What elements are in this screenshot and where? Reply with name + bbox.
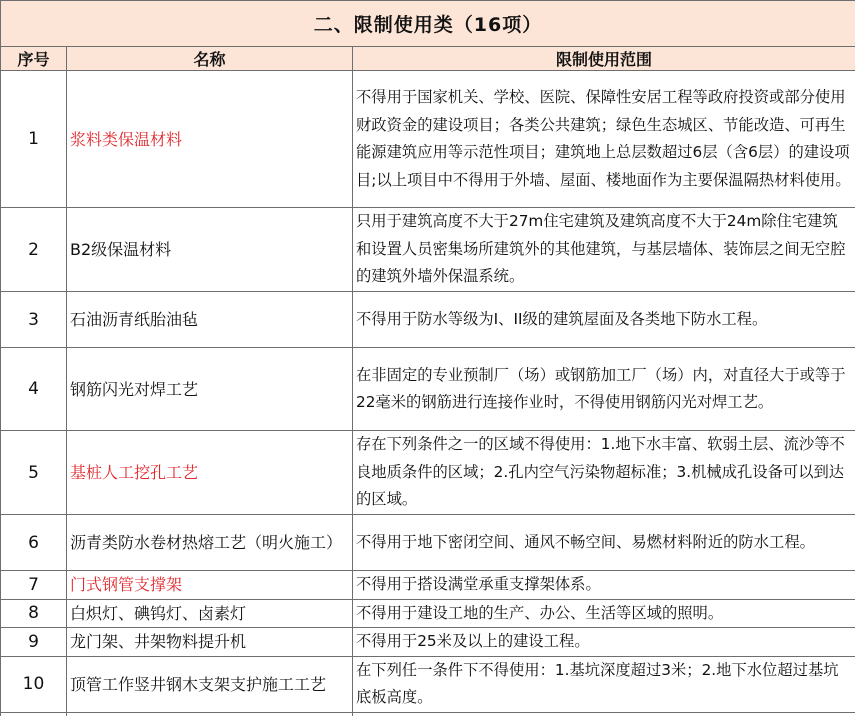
item-name: 白炽灯、碘钨灯、卤素灯 <box>67 599 353 628</box>
item-scope: 不得用于搭设满堂承重支撑架体系。 <box>353 571 855 600</box>
row-number: 1 <box>1 71 67 208</box>
table-row <box>1 348 855 431</box>
row-number: 5 <box>1 431 67 515</box>
row-number: 2 <box>1 208 67 292</box>
item-name: 浆料类保温材料 <box>67 71 353 208</box>
row-number: 7 <box>1 571 67 600</box>
row-number: 8 <box>1 599 67 628</box>
item-scope: 在下列任一条件下不得使用：1.基坑深度超过3米；2.地下水位超过基坑底板高度。 <box>353 656 855 712</box>
col-header-no: 序号 <box>1 47 67 71</box>
item-name: 钢筋闪光对焊工艺 <box>67 348 353 431</box>
table-row-partial <box>1 712 855 716</box>
row-number <box>1 712 67 716</box>
row-number: 3 <box>1 292 67 348</box>
item-scope: 不得用于建设工地的生产、办公、生活等区域的照明。 <box>353 599 855 628</box>
table-row <box>1 628 855 657</box>
row-number: 6 <box>1 515 67 571</box>
item-scope: 只用于建筑高度不大于27m住宅建筑及建筑高度不大于24m除住宅建筑和设置人员密集场所建筑外的其他建筑，与基层墙体、装饰层之间无空腔的建筑外墙外保温系统。 <box>353 208 855 292</box>
col-header-scope: 限制使用范围 <box>353 47 855 71</box>
item-name <box>67 712 353 716</box>
page-title: 二、限制使用类（16项） <box>1 1 855 47</box>
row-number: 4 <box>1 348 67 431</box>
table-row <box>1 208 855 292</box>
title-row <box>1 1 855 47</box>
item-scope: 在非固定的专业预制厂（场）或钢筋加工厂（场）内，对直径大于或等于22毫米的钢筋进行连接作业时，不得使用钢筋闪光对焊工艺。 <box>353 348 855 431</box>
table-row <box>1 515 855 571</box>
item-name: 沥青类防水卷材热熔工艺（明火施工） <box>67 515 353 571</box>
item-name: 顶管工作竖井钢木支架支护施工工艺 <box>67 656 353 712</box>
row-number: 9 <box>1 628 67 657</box>
table-row <box>1 71 855 208</box>
item-name: 龙门架、井架物料提升机 <box>67 628 353 657</box>
table-row <box>1 571 855 600</box>
item-scope: 不得用于防水等级为I、II级的建筑屋面及各类地下防水工程。 <box>353 292 855 348</box>
item-scope: 存在下列条件之一的区域不得使用：1.地下水丰富、软弱土层、流沙等不良地质条件的区域；2.孔内空气污染物超标准；3.机械成孔设备可以到达的区域。 <box>353 431 855 515</box>
table-row <box>1 292 855 348</box>
item-scope: 不得用于国家机关、学校、医院、保障性安居工程等政府投资或部分使用财政资金的建设项目；各类公共建筑；绿色生态城区、节能改造、可再生能源建筑应用等示范性项目；建筑地上总层数超过6层（含6层）的建设项目;以上项目中不得用于外墙、屋面、楼地面作为主要保温隔热材料使用。 <box>353 71 855 208</box>
item-name: 基桩人工挖孔工艺 <box>67 431 353 515</box>
item-name: B2级保温材料 <box>67 208 353 292</box>
col-header-name: 名称 <box>67 47 353 71</box>
row-number: 10 <box>1 656 67 712</box>
item-name: 门式钢管支撑架 <box>67 571 353 600</box>
table-row <box>1 431 855 515</box>
table-row <box>1 599 855 628</box>
item-scope: 不得用于地下密闭空间、通风不畅空间、易燃材料附近的防水工程。 <box>353 515 855 571</box>
item-name: 石油沥青纸胎油毡 <box>67 292 353 348</box>
item-scope: 不得用于25米及以上的建设工程。 <box>353 628 855 657</box>
header-row <box>1 47 855 71</box>
table-row <box>1 656 855 712</box>
item-scope <box>353 712 855 716</box>
